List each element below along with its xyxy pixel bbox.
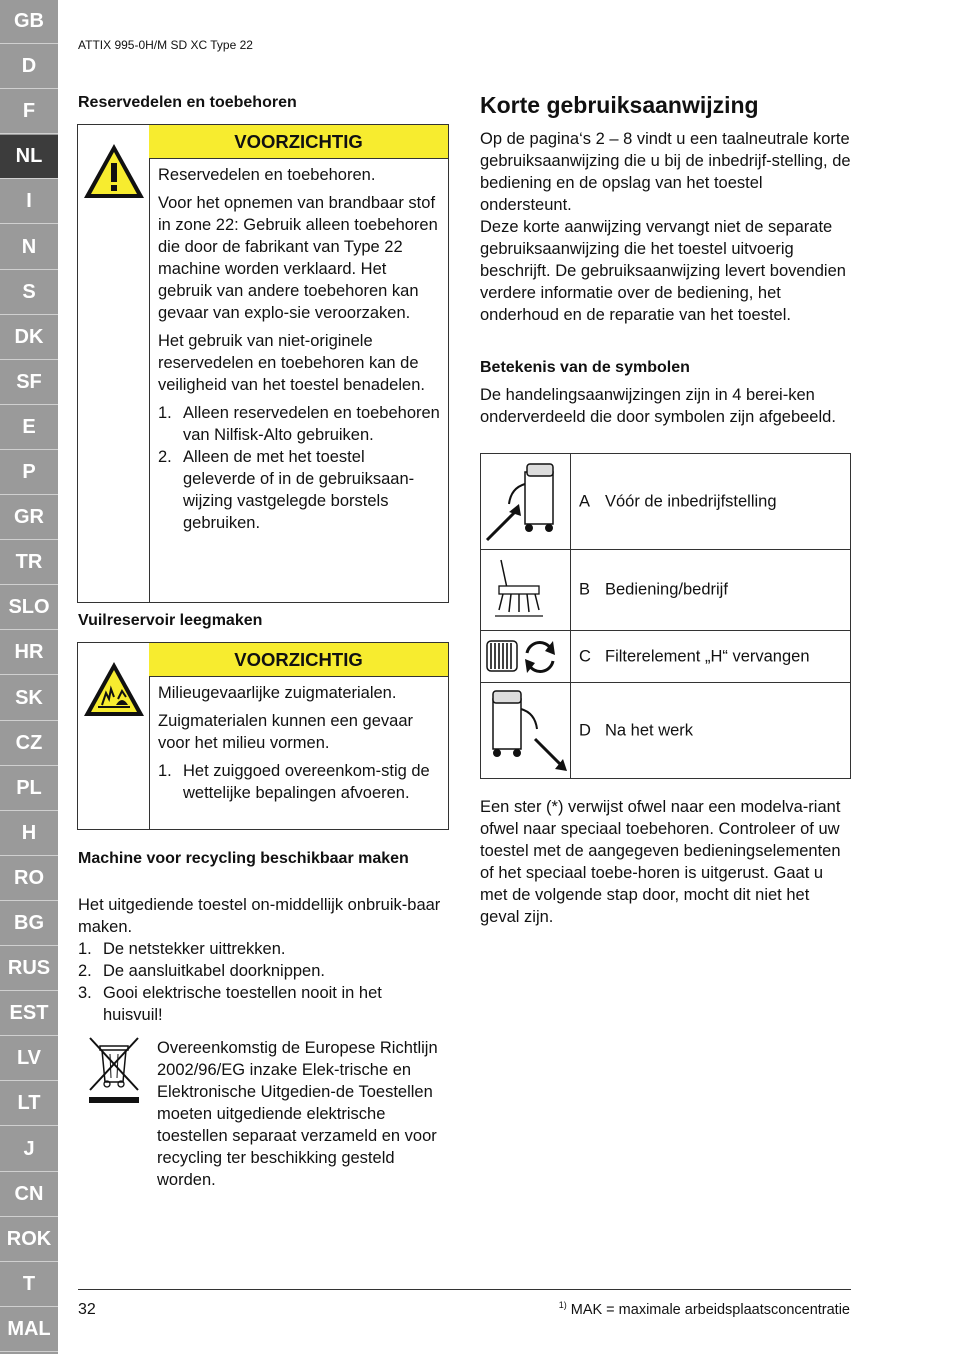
weee-crossed-bin-icon — [86, 1036, 142, 1106]
paragraph: Reservedelen en toebehoren. — [158, 166, 376, 184]
vacuum-start-icon — [481, 454, 569, 549]
footnote: $^{1)}$ MAK = maximale arbeidsplaatsconcentratie — [558, 1300, 850, 1318]
list-item: 3. Gooi elektrische toestellen nooit in het huisvuil! — [78, 984, 382, 1024]
icon-cell — [481, 631, 571, 682]
symbol-label: C Filterelement „H“ vervangen — [579, 647, 810, 665]
language-tab-p[interactable]: P — [0, 451, 58, 495]
language-sidebar — [0, 0, 58, 1354]
language-tab-n[interactable]: N — [0, 226, 58, 270]
page-title: Korte gebruiksaanwijzing — [480, 92, 759, 118]
environmental-hazard-icon — [82, 659, 146, 719]
note-text: Een ster (*) verwijst ofwel naar een modelva-riant ofwel naar speciaal toebehoren. Controleer of uw toestel met de aangegeven bedieningselementen of het speciaal toebe-horen is uitgerust. Gaat u met de volgende stap door, mocht dit niet het geval zijn. — [480, 798, 841, 926]
page-number: 32 — [78, 1301, 96, 1318]
language-tab-d[interactable]: D — [0, 45, 58, 89]
list-item: 1. De netstekker uittrekken. — [78, 940, 286, 958]
language-tab-t[interactable]: T — [0, 1263, 58, 1307]
language-tab-rus[interactable]: RUS — [0, 947, 58, 991]
language-tab-rok[interactable]: ROK — [0, 1218, 58, 1262]
filter-replace-icon — [481, 631, 569, 682]
list-item: 1. Alleen reservedelen en toebehoren van Nilfisk-Alto gebruiken. — [158, 404, 440, 444]
paragraph: Op de pagina‘s 2 – 8 vindt u een taalneutrale korte gebruiksaanwijzing die u bij de inbedrijf-stelling, de bediening en de opslag van het toestel ondersteunt. — [480, 130, 851, 214]
symbol-label: A Vóór de inbedrijfstelling — [579, 492, 777, 510]
vacuum-end-icon — [481, 683, 569, 777]
language-tab-est[interactable]: EST — [0, 992, 58, 1036]
language-tab-ro[interactable]: RO — [0, 857, 58, 901]
model-header: ATTIX 995-0H/M SD XC Type 22 — [78, 38, 253, 52]
paragraph: Het gebruik van niet-originele reservedelen en toebehoren kan de veiligheid van het toestel benadelen. — [158, 332, 425, 394]
language-tab-mal[interactable]: MAL — [0, 1308, 58, 1352]
symbols-intro: De handelingsaanwijzingen zijn in 4 berei-ken onderverdeeld die door symbolen zijn afgebeeld. — [480, 386, 836, 426]
caution-header: VOORZICHTIG — [149, 643, 448, 677]
table-row — [481, 550, 850, 631]
table-row — [481, 683, 850, 778]
language-tab-hr[interactable]: HR — [0, 631, 58, 675]
table-row — [481, 631, 850, 683]
instruction-list — [158, 760, 440, 804]
language-tab-e[interactable]: E — [0, 406, 58, 450]
list-item: 2. Alleen de met het toestel geleverde of in de gebruiksaan-wijzing vastgelegde borstels gebruiken. — [158, 448, 415, 532]
language-tab-cz[interactable]: CZ — [0, 722, 58, 766]
language-tab-dk[interactable]: DK — [0, 316, 58, 360]
caution-header: VOORZICHTIG — [149, 125, 448, 159]
language-tab-gb[interactable]: GB — [0, 0, 58, 44]
language-tab-j[interactable]: J — [0, 1128, 58, 1172]
icon-column — [78, 643, 150, 829]
language-tab-sk[interactable]: SK — [0, 677, 58, 721]
icon-cell — [481, 683, 571, 778]
recycling-intro: Het uitgediende toestel on-middellijk onbruik-baar maken. — [78, 896, 441, 936]
paragraph: Milieugevaarlijke zuigmaterialen. — [158, 684, 397, 702]
language-tab-h[interactable]: H — [0, 812, 58, 856]
symbol-label: B Bediening/bedrijf — [579, 580, 728, 599]
language-tab-slo[interactable]: SLO — [0, 586, 58, 630]
cleaning-operation-icon — [481, 550, 569, 630]
language-tab-tr[interactable]: TR — [0, 541, 58, 585]
footer-divider — [78, 1289, 851, 1290]
language-tab-i[interactable]: I — [0, 180, 58, 224]
section-title-spare-parts: Reservedelen en toebehoren — [78, 94, 297, 111]
warning-triangle-icon — [82, 141, 146, 201]
caution-box-environment — [77, 642, 449, 830]
section-title-empty-container: Vuilreservoir leegmaken — [78, 612, 263, 629]
language-tab-cn[interactable]: CN — [0, 1173, 58, 1217]
language-tab-gr[interactable]: GR — [0, 496, 58, 540]
language-tab-lt[interactable]: LT — [0, 1082, 58, 1126]
symbol-label: D Na het werk — [579, 721, 694, 739]
section-title-recycling: Machine voor recycling beschikbaar maken — [78, 850, 409, 867]
paragraph: Deze korte aanwijzing vervangt niet de separate gebruiksaanwijzing die het toestel uitvoerig beschrijft. De gebruiksaanwijzing levert bovendien verdere informatie over de bediening, het onderhoud en de reparatie van het toestel. — [480, 218, 846, 324]
table-row — [481, 454, 850, 550]
caution-content — [158, 164, 440, 534]
list-item: 1. Het zuiggoed overeenkom-stig de wettelijke bepalingen afvoeren. — [158, 762, 430, 802]
language-tab-sf[interactable]: SF — [0, 361, 58, 405]
symbols-title: Betekenis van de symbolen — [480, 359, 690, 376]
paragraph: Zuigmaterialen kunnen een gevaar voor het milieu vormen. — [158, 712, 414, 752]
instruction-list — [158, 402, 440, 534]
paragraph: Voor het opnemen van brandbaar stof in zone 22: Gebruik alleen toebehoren die door de fabrikant van Type 22 machine worden verklaard. Het gebruik van andere toebehoren kan gevaar van explo-sie veroorzaken. — [158, 194, 438, 322]
recycling-list — [78, 938, 446, 1026]
icon-cell — [481, 454, 571, 549]
caution-box-spare-parts — [77, 124, 449, 603]
language-tab-lv[interactable]: LV — [0, 1037, 58, 1081]
language-tab-pl[interactable]: PL — [0, 767, 58, 811]
recycling-section — [78, 894, 446, 1026]
language-tab-nl[interactable]: NL — [0, 135, 58, 179]
weee-text: Overeenkomstig de Europese Richtlijn 2002/96/EG inzake Elek-trische en Elektronische Uitgedien-de Toestellen moeten uitgediende elektrische toestellen separaat verzameld en voor recycling ter beschikking gesteld worden. — [157, 1039, 438, 1189]
symbols-table — [480, 453, 851, 779]
language-tab-f[interactable]: F — [0, 90, 58, 134]
icon-column — [78, 125, 150, 602]
intro-text — [480, 128, 852, 326]
icon-cell — [481, 550, 571, 630]
language-tab-s[interactable]: S — [0, 271, 58, 315]
language-tab-bg[interactable]: BG — [0, 902, 58, 946]
caution-content — [158, 682, 440, 804]
list-item: 2. De aansluitkabel doorknippen. — [78, 962, 325, 980]
